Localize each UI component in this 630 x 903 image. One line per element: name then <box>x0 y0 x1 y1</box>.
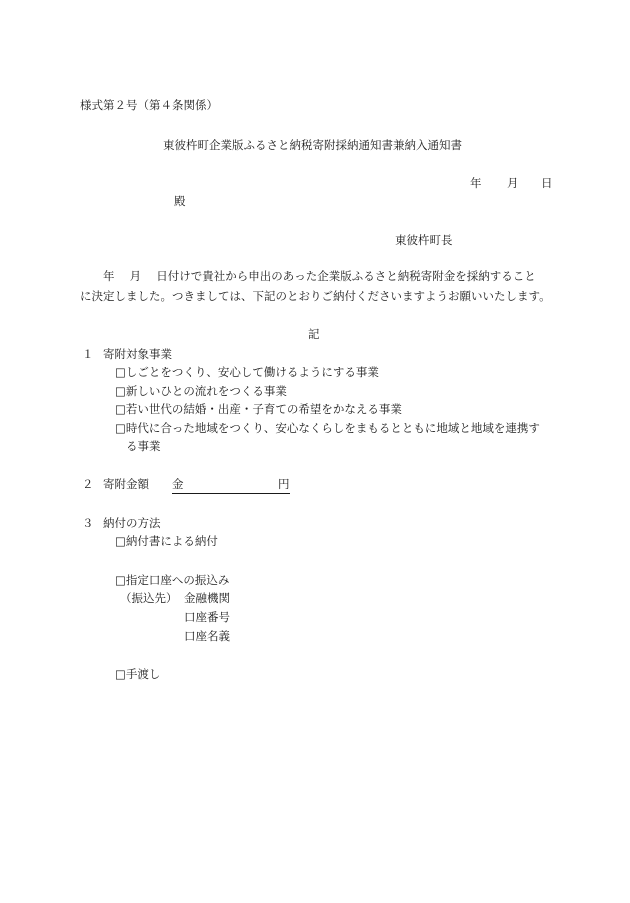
sender: 東彼杵町長 <box>395 233 453 247</box>
date-month: 月 <box>507 176 519 190</box>
target-project-item: □若い世代の結婚・出産・子育ての希望をかなえる事業 <box>115 402 402 416</box>
date-day: 日 <box>541 176 553 190</box>
section1-heading: 寄附対象事業 <box>103 347 172 361</box>
target-project-item: □時代に合った地域をつくり、安心なくらしをまもるとともに地域と地域を連携す <box>115 421 540 435</box>
transfer-label: （振込先） <box>120 591 178 605</box>
ki-heading: 記 <box>308 327 320 341</box>
amount-suffix: 円 <box>278 477 290 491</box>
amount-underline <box>172 477 290 494</box>
target-project-item-continuation: る事業 <box>126 439 161 453</box>
payment-option-hand: □手渡し <box>115 667 161 681</box>
form-label: 様式第２号（第４条関係） <box>80 98 218 112</box>
section3-heading: 納付の方法 <box>103 516 161 530</box>
date-year: 年 <box>470 176 482 190</box>
target-project-item: □新しいひとの流れをつくる事業 <box>115 384 287 398</box>
document-title: 東彼杵町企業版ふるさと納税寄附採納通知書兼納入通知書 <box>163 138 462 152</box>
payment-option-transfer: □指定口座への振込み <box>115 573 230 587</box>
payment-option-slip: □納付書による納付 <box>115 534 218 548</box>
account-name-label: 口座名義 <box>184 629 230 643</box>
section1-number: １ <box>82 347 94 361</box>
bank-label: 金融機関 <box>184 591 230 605</box>
addressee-suffix: 殿 <box>174 194 186 208</box>
amount-prefix: 金 <box>172 477 184 491</box>
body-line-1: 年 月 日付けで貴社から申出のあった企業版ふるさと納税寄附金を採納すること <box>103 269 536 283</box>
section3-number: ３ <box>82 516 94 530</box>
section2-number: ２ <box>82 477 94 491</box>
target-project-item: □しごとをつくり、安心して働けるようにする事業 <box>115 365 379 379</box>
section2-heading: 寄附金額 <box>103 477 149 491</box>
body-line-2: に決定しました。つきましては、下記のとおりご納付くださいますようお願いいたします。 <box>80 289 551 303</box>
account-number-label: 口座番号 <box>184 610 230 624</box>
